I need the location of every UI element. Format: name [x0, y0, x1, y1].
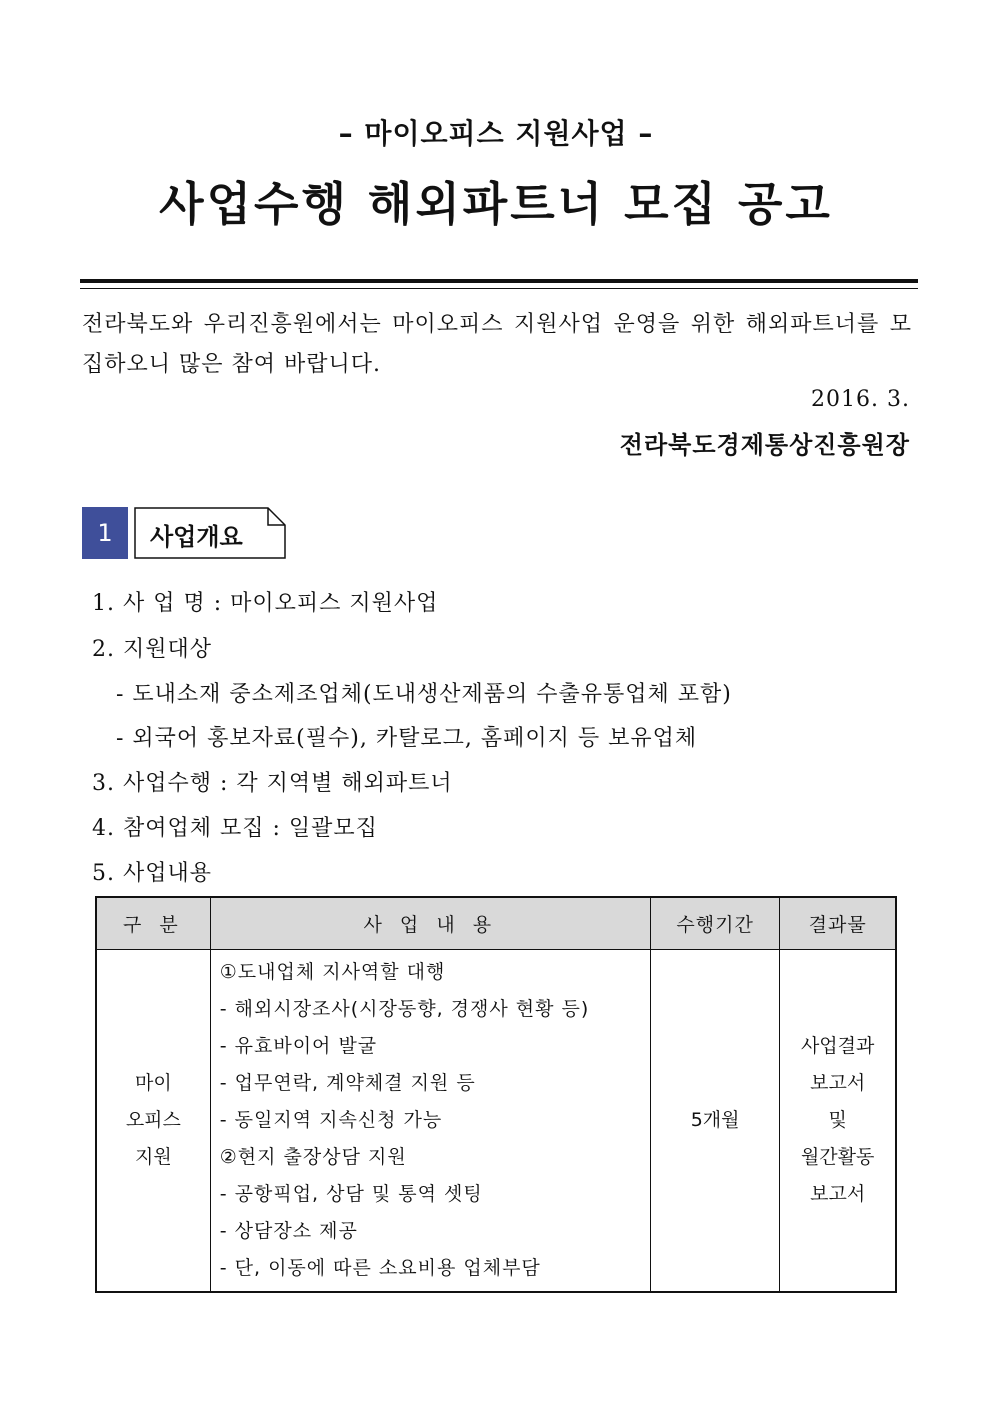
- section-title: 사업개요: [150, 523, 243, 551]
- result-line: 사업결과: [800, 1035, 875, 1057]
- content-line: - 업무연락, 계약체결 지원 등: [219, 1072, 476, 1094]
- content-line: - 단, 이동에 따른 소요비용 업체부담: [219, 1257, 541, 1279]
- header-content: 사 업 내 용: [210, 897, 650, 950]
- category-line: 마이: [135, 1072, 172, 1094]
- category-line: 오피스: [125, 1109, 181, 1131]
- title-divider-thin: [80, 288, 918, 289]
- title-divider-thick: [80, 279, 918, 283]
- content-line: - 유효바이어 발굴: [219, 1035, 378, 1057]
- category-line: 지원: [135, 1146, 172, 1168]
- intro-paragraph: 전라북도와 우리진흥원에서는 마이오피스 지원사업 운영을 위한 해외파트너를 모집하오니 많은 참여 바랍니다.: [82, 312, 912, 377]
- table-header-row: [96, 897, 896, 950]
- result-line: 보고서: [810, 1072, 866, 1094]
- list-item: - 도내소재 중소제조업체(도내생산제품의 수출유통업체 포함): [116, 682, 732, 707]
- header-period: 수행기간: [650, 897, 779, 950]
- notice-date: 2016. 3.: [811, 387, 910, 412]
- cell-category: [96, 950, 210, 1293]
- issuing-organization: 전라북도경제통상진흥원장: [619, 430, 910, 459]
- content-line: - 동일지역 지속신청 가능: [219, 1109, 443, 1131]
- page-title: 사업수행 해외파트너 모집 공고: [159, 177, 833, 231]
- content-line: ①도내업체 지사역할 대행: [219, 961, 446, 983]
- result-line: 및: [828, 1109, 847, 1131]
- result-line: 보고서: [810, 1183, 866, 1205]
- content-line: - 해외시장조사(시장동향, 경쟁사 현황 등): [219, 998, 590, 1020]
- cell-result: [780, 950, 896, 1293]
- list-item: 3. 사업수행 : 각 지역별 해외파트너: [92, 771, 453, 796]
- list-item: - 외국어 홍보자료(필수), 카탈로그, 홈페이지 등 보유업체: [116, 726, 698, 751]
- content-line: ②현지 출장상담 지원: [219, 1146, 407, 1168]
- subtitle: – 마이오피스 지원사업 –: [338, 117, 654, 150]
- list-item: 2. 지원대상: [92, 637, 212, 662]
- header-result: 결과물: [780, 897, 896, 950]
- list-item: 4. 참여업체 모집 : 일괄모집: [92, 816, 378, 841]
- result-line: 월간활동: [800, 1146, 875, 1168]
- section-title-box: [134, 507, 286, 559]
- cell-content: [210, 950, 650, 1293]
- header-category: 구 분: [96, 897, 210, 950]
- business-content-table: [95, 896, 897, 1293]
- list-item: 5. 사업내용: [92, 861, 212, 886]
- section-number-badge: 1: [82, 507, 128, 559]
- table-row: [96, 950, 896, 1293]
- list-item: 1. 사 업 명 : 마이오피스 지원사업: [92, 591, 439, 616]
- content-line: - 상담장소 제공: [219, 1220, 358, 1242]
- cell-period: 5개월: [650, 950, 779, 1293]
- content-line: - 공항픽업, 상담 및 통역 셋팅: [219, 1183, 483, 1205]
